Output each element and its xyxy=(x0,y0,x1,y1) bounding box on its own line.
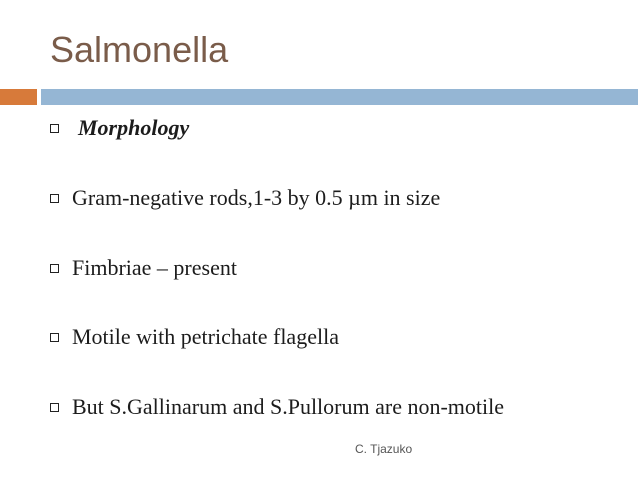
slide-footer-author: C. Tjazuko xyxy=(355,442,413,456)
square-bullet-icon xyxy=(50,264,59,273)
square-bullet-icon xyxy=(50,403,59,412)
square-bullet-icon xyxy=(50,333,59,342)
bullet-item-fimbriae xyxy=(50,257,237,279)
bullet-text: Motile with petrichate flagella xyxy=(72,324,339,349)
bullet-text: Fimbriae – present xyxy=(72,255,237,280)
bullet-item-gram-negative xyxy=(50,187,440,209)
slide-title: Salmonella xyxy=(50,29,229,70)
bullet-item-non-motile xyxy=(50,396,504,418)
square-bullet-icon xyxy=(50,194,59,203)
bullet-item-morphology xyxy=(50,117,189,139)
title-divider-bar xyxy=(41,89,638,105)
bullet-item-motility xyxy=(50,326,339,348)
bullet-text: Gram-negative rods,1-3 by 0.5 µm in size xyxy=(72,185,441,210)
bullet-text: But S.Gallinarum and S.Pullorum are non-motile xyxy=(72,394,505,419)
title-accent-bar xyxy=(0,89,37,105)
bullet-heading: Morphology xyxy=(78,115,190,140)
square-bullet-icon xyxy=(50,124,59,133)
